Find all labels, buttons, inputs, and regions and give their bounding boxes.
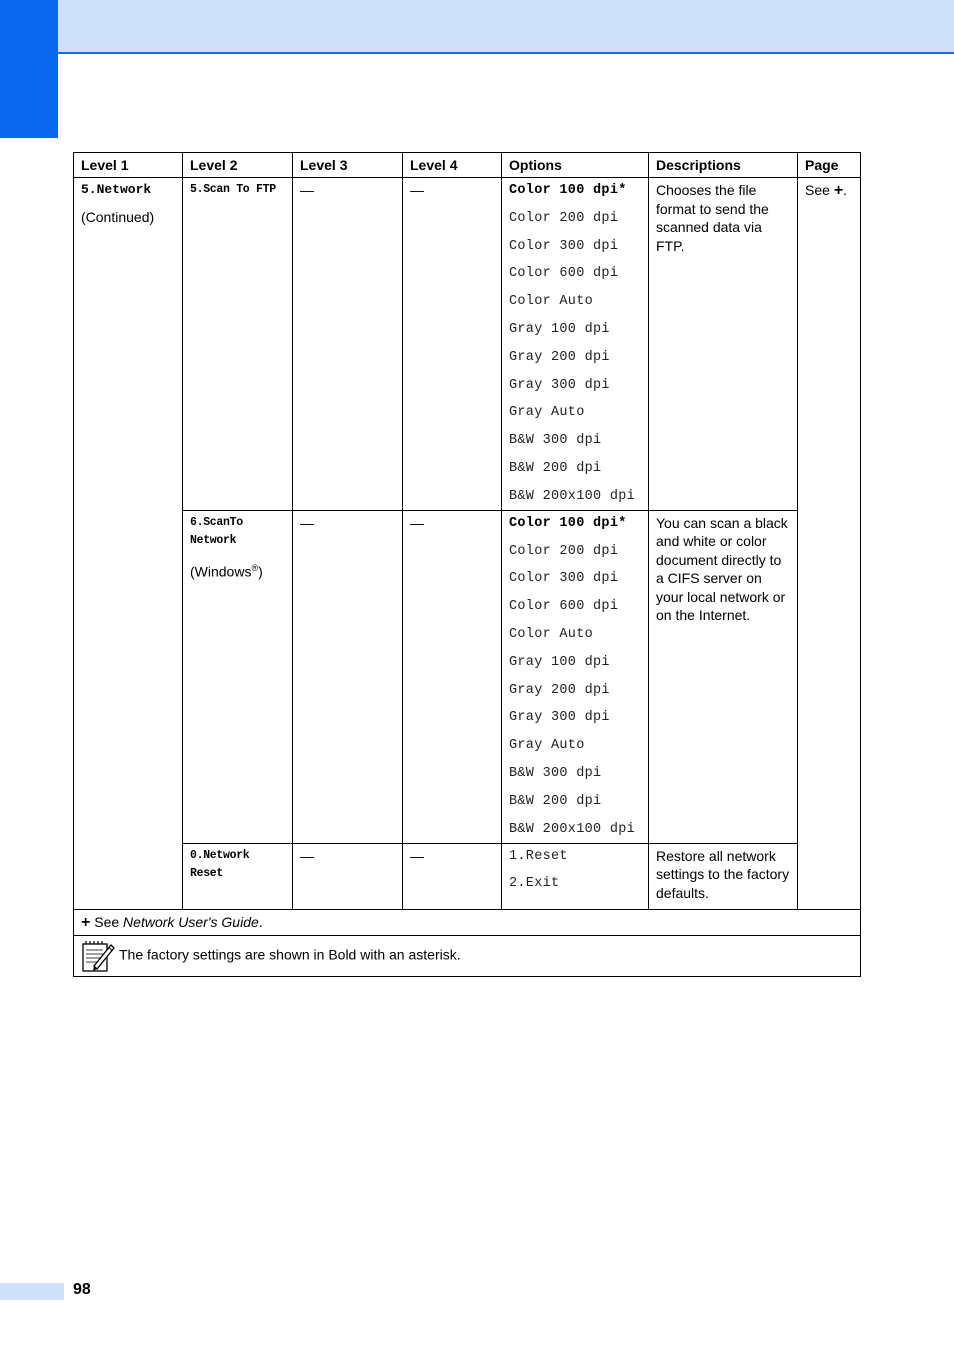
option-item: 2.Exit <box>509 876 560 892</box>
col-header-level2: Level 2 <box>183 153 293 178</box>
cross-reference-icon: + <box>81 914 91 932</box>
level1-cell <box>74 178 183 910</box>
level3-cell <box>293 843 403 910</box>
note-pencil-icon <box>81 939 115 973</box>
option-item: Color 600 dpi <box>509 599 619 615</box>
factory-note-row <box>74 936 861 977</box>
option-item: Gray 100 dpi <box>509 654 610 670</box>
level1-name: 5.Network <box>81 182 152 197</box>
level2-name: 0.Network Reset <box>190 848 250 880</box>
option-item: Gray 200 dpi <box>509 682 610 698</box>
level3-cell <box>293 178 403 511</box>
option-item: Color 200 dpi <box>509 210 619 226</box>
table-row <box>74 178 861 511</box>
col-header-level4: Level 4 <box>403 153 502 178</box>
col-header-descriptions: Descriptions <box>649 153 798 178</box>
level2-cell <box>183 178 293 511</box>
level2-name: 6.ScanTo Network <box>190 515 243 547</box>
menu-table <box>73 152 861 977</box>
option-item: Color 200 dpi <box>509 543 619 559</box>
page-number-tab <box>0 1283 64 1300</box>
footnote-row <box>74 910 861 936</box>
option-item: B&W 200 dpi <box>509 793 602 809</box>
option-item: Color 300 dpi <box>509 571 619 587</box>
platform-text: (Windows <box>190 563 252 580</box>
option-item: B&W 200x100 dpi <box>509 821 636 837</box>
footnote-suffix: . <box>258 914 263 931</box>
options-cell <box>502 843 649 910</box>
table-header-row <box>74 153 861 178</box>
footnote-prefix: See <box>94 914 120 931</box>
option-item: Gray 300 dpi <box>509 710 610 726</box>
option-item: Color 100 dpi* <box>509 183 627 198</box>
col-header-level3: Level 3 <box>293 153 403 178</box>
option-item: B&W 200x100 dpi <box>509 488 636 504</box>
header-band <box>58 0 954 54</box>
platform-text-end: ) <box>258 563 263 580</box>
description-cell <box>649 843 798 910</box>
level2-cell <box>183 510 293 843</box>
option-item: Gray 200 dpi <box>509 349 610 365</box>
col-header-options: Options <box>502 153 649 178</box>
chapter-tab <box>0 0 58 138</box>
description-text: Restore all network settings to the factory defaults. <box>656 847 790 901</box>
option-item: B&W 300 dpi <box>509 765 602 781</box>
level1-continued: (Continued) <box>81 209 155 225</box>
option-item: Gray 300 dpi <box>509 377 610 393</box>
options-cell <box>502 178 649 511</box>
table-row <box>74 510 861 843</box>
description-cell <box>649 178 798 511</box>
level4-dash: — <box>410 514 424 531</box>
footnote-cell <box>74 910 861 936</box>
factory-note-cell <box>74 936 861 977</box>
page-see-end: . <box>843 182 848 198</box>
level3-dash: — <box>300 514 314 531</box>
option-item: B&W 200 dpi <box>509 460 602 476</box>
option-item: Color 100 dpi* <box>509 515 627 531</box>
level4-dash: — <box>410 847 424 864</box>
option-item: Color Auto <box>509 626 594 642</box>
option-item: Gray 100 dpi <box>509 321 610 337</box>
page-see-text: See <box>805 182 830 198</box>
page-number: 98 <box>73 1281 91 1298</box>
option-item: Gray Auto <box>509 738 585 754</box>
option-item: 1.Reset <box>509 848 568 864</box>
level3-dash: — <box>300 182 314 198</box>
options-cell <box>502 510 649 843</box>
col-header-page: Page <box>798 153 861 178</box>
option-item: Color 600 dpi <box>509 266 619 282</box>
level3-cell <box>293 510 403 843</box>
level2-platform-note <box>190 559 285 581</box>
level4-dash: — <box>410 182 424 198</box>
option-item: Gray Auto <box>509 405 585 421</box>
level2-cell <box>183 843 293 910</box>
page-cell <box>798 178 861 910</box>
col-header-level1: Level 1 <box>74 153 183 178</box>
level4-cell <box>403 510 502 843</box>
level3-dash: — <box>300 847 314 864</box>
footnote-guide-title: Network User's Guide <box>123 914 259 931</box>
cross-reference-icon: + <box>833 182 844 199</box>
description-text: You can scan a black and white or color document directly to a CIFS server on your local network or on the Internet. <box>656 514 788 624</box>
factory-note-text: The factory settings are shown in Bold with an asterisk. <box>119 947 461 964</box>
description-cell <box>649 510 798 843</box>
table-row <box>74 843 861 910</box>
level4-cell <box>403 178 502 511</box>
option-item: B&W 300 dpi <box>509 433 602 449</box>
level2-name: 5.Scan To FTP <box>190 183 276 196</box>
description-text: Chooses the file format to send the scanned data via FTP. <box>656 182 769 254</box>
option-item: Color Auto <box>509 294 594 310</box>
registered-mark: ® <box>251 562 259 573</box>
level4-cell <box>403 843 502 910</box>
option-item: Color 300 dpi <box>509 238 619 254</box>
